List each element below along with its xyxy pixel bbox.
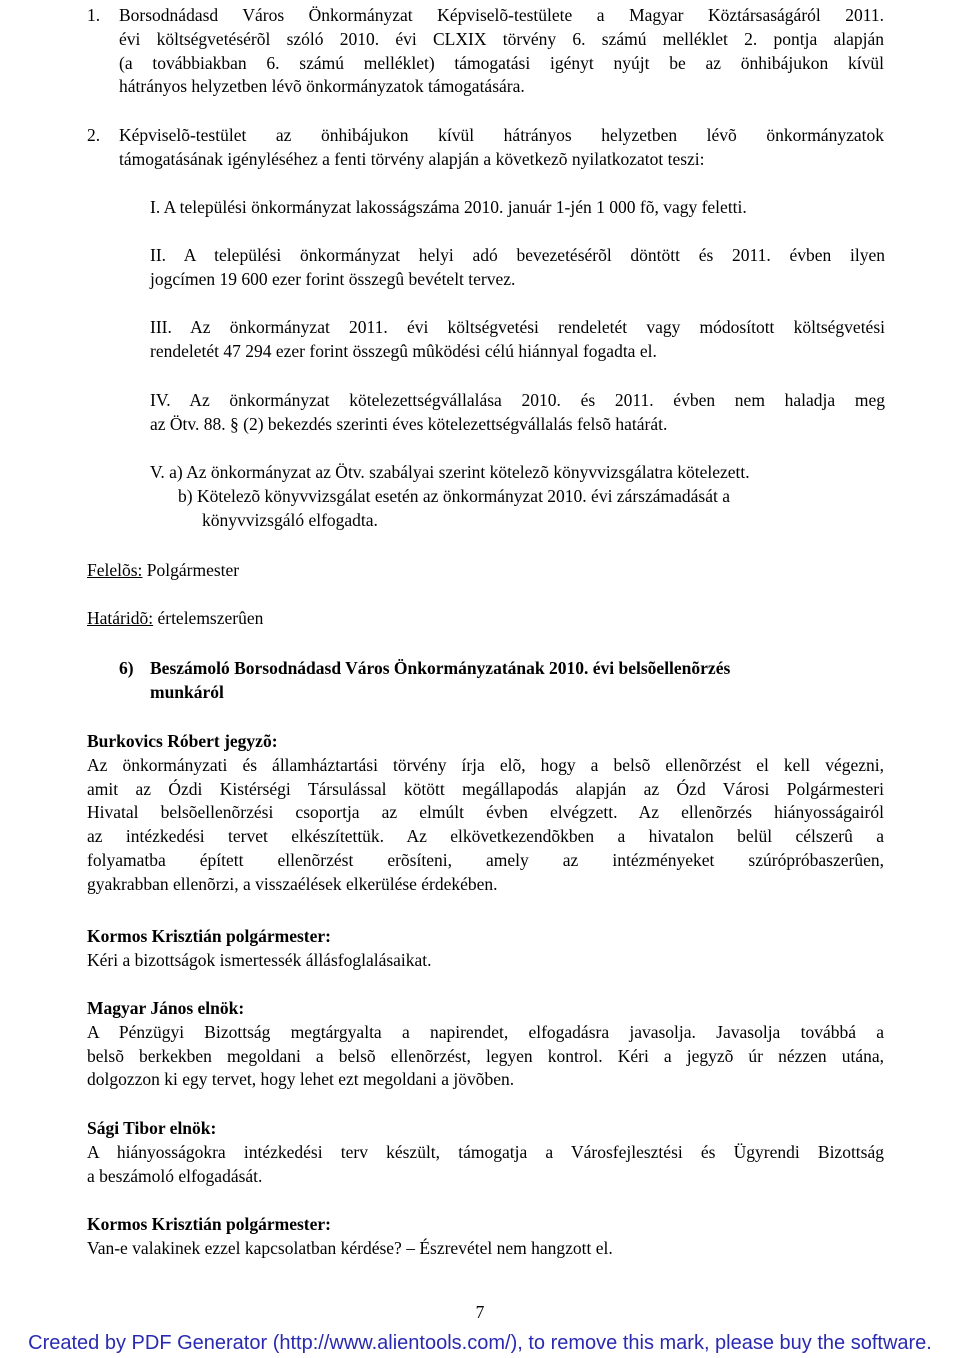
text-line: könyvvizsgáló elfogadta.: [202, 509, 378, 530]
responsible-value: Polgármester: [142, 560, 240, 580]
deadline-label: Határidõ:: [87, 608, 154, 628]
speech-block: [87, 1117, 884, 1188]
text-line: a beszámoló elfogadását.: [87, 1165, 263, 1186]
text-line: az intézkedési tervet elkészítettük. Az elkövetkezendõkben a hivatalon belül célszerû a: [87, 826, 884, 847]
deadline-value: értelemszerûen: [153, 608, 264, 628]
text-line: folyamatba épített ellenõrzést erõsíteni, amely az intézményeket szúrópróbaszerûen,: [87, 849, 884, 870]
text-line: évi költségvetésérõl szóló 2010. évi CLXIX törvény 6. számú melléklet 2. pontja alapján: [119, 28, 884, 49]
agenda-title-6: [150, 657, 885, 705]
text-line: Borsodnádasd Város Önkormányzat Képviselõ-testülete a Magyar Köztársaságáról 2011.: [119, 5, 884, 25]
text-line: I. A települési önkormányzat lakosságszáma 2010. január 1-jén 1 000 fõ, vagy feletti.: [150, 197, 747, 217]
text-line: rendeletét 47 294 ezer forint összegû mûködési célú hiánnyal fogadta el.: [150, 340, 657, 361]
text-line: hátrányos helyzetben lévõ önkormányzatok támogatására.: [119, 76, 525, 97]
text-line: IV. Az önkormányzat kötelezettségvállalása 2010. és 2011. évben nem haladja meg: [150, 390, 885, 410]
text-line: támogatásának igényléséhez a fenti törvény alapján a következõ nyilatkozatot teszi:: [119, 148, 705, 169]
text-line: II. A települési önkormányzat helyi adó bevezetésérõl döntött és 2011. évben ilyen: [150, 245, 885, 265]
responsible-label: Felelõs:: [87, 560, 143, 580]
text-line: V. a) Az önkormányzat az Ötv. szabályai szerint kötelezõ könyvvizsgálatra kötelezett.: [150, 462, 750, 482]
text-line: Hivatal belsõellenõrzési csoportja az elmúlt évben elvégzett. Az ellenõrzés hiányosságairól: [87, 802, 884, 823]
text-line: munkáról: [150, 681, 224, 702]
declaration-ii: [150, 244, 885, 292]
text-line: III. Az önkormányzat 2011. évi költségvetési rendeletét vagy módosított költségvetési: [150, 317, 885, 337]
text-line: dolgozzon ki egy tervet, hogy lehet ezt megoldani a jövõben.: [87, 1069, 515, 1090]
item-2-text: [119, 124, 884, 172]
text-line: A hiányosságokra intézkedési terv készült, támogatja a Városfejlesztési és Ügyrendi Bizottság: [87, 1141, 884, 1162]
pdf-generator-watermark: Created by PDF Generator (http://www.alientools.com/), to remove this mark, please buy the software.: [28, 1332, 932, 1354]
speaker-name: Magyar János elnök:: [87, 998, 245, 1018]
declaration-iii: [150, 316, 885, 364]
text-line: b) Kötelezõ könyvvizsgálat esetén az önkormányzat 2010. évi zárszámadását a: [178, 485, 730, 506]
speaker-name: Kormos Krisztián polgármester:: [87, 1214, 331, 1234]
agenda-number-6: 6): [119, 658, 134, 678]
speech-block: [87, 730, 884, 897]
speaker-name: Burkovics Róbert jegyzõ:: [87, 731, 278, 751]
speaker-name: Kormos Krisztián polgármester:: [87, 926, 331, 946]
text-line: Képviselõ-testület az önhibájukon kívül hátrányos helyzetben lévõ önkormányzatok: [119, 125, 884, 145]
declaration-v: [150, 461, 885, 532]
text-line: Kéri a bizottságok ismertessék állásfoglalásaikat.: [87, 949, 432, 970]
text-line: (a továbbiakban 6. számú melléklet) támogatási igényt nyújt be az önhibájukon kívül: [119, 52, 884, 73]
text-line: jogcímen 19 600 ezer forint összegû bevételt tervez.: [150, 268, 516, 289]
text-line: A Pénzügyi Bizottság megtárgyalta a napirendet, elfogadásra javasolja. Javasolja továbbá a: [87, 1021, 884, 1042]
responsible-line: [87, 559, 239, 583]
speaker-name: Sági Tibor elnök:: [87, 1118, 217, 1138]
declaration-i: [150, 196, 885, 220]
text-line: az Ötv. 88. § (2) bekezdés szerinti éves kötelezettségvállalás felsõ határát.: [150, 413, 668, 434]
text-line: amit az Ózdi Kistérségi Társulással kötött megállapodás alapján az Ózd Városi Polgármesteri: [87, 778, 884, 799]
text-line: Van-e valakinek ezzel kapcsolatban kérdése? – Észrevétel nem hangzott el.: [87, 1237, 613, 1258]
speech-block: [87, 997, 884, 1092]
page-number: 7: [475, 1302, 485, 1322]
speech-block: [87, 1213, 884, 1261]
text-line: gyakrabban ellenõrzi, a visszaélések elkerülése érdekében.: [87, 873, 498, 894]
list-number-1: 1.: [87, 5, 101, 25]
text-line: belsõ berkekben megoldani a belsõ ellenõrzést, legyen kontrol. Kéri a jegyzõ úr nézzen utána,: [87, 1045, 884, 1066]
text-line: Beszámoló Borsodnádasd Város Önkormányzatának 2010. évi belsõellenõrzés: [150, 658, 731, 678]
text-line: Az önkormányzati és államháztartási törvény írja elõ, hogy a belsõ ellenõrzést el kell végezni,: [87, 754, 884, 775]
declaration-iv: [150, 389, 885, 437]
item-1-text: [119, 4, 884, 99]
deadline-line: [87, 607, 263, 631]
list-number-2: 2.: [87, 125, 101, 145]
speech-block: [87, 925, 884, 973]
